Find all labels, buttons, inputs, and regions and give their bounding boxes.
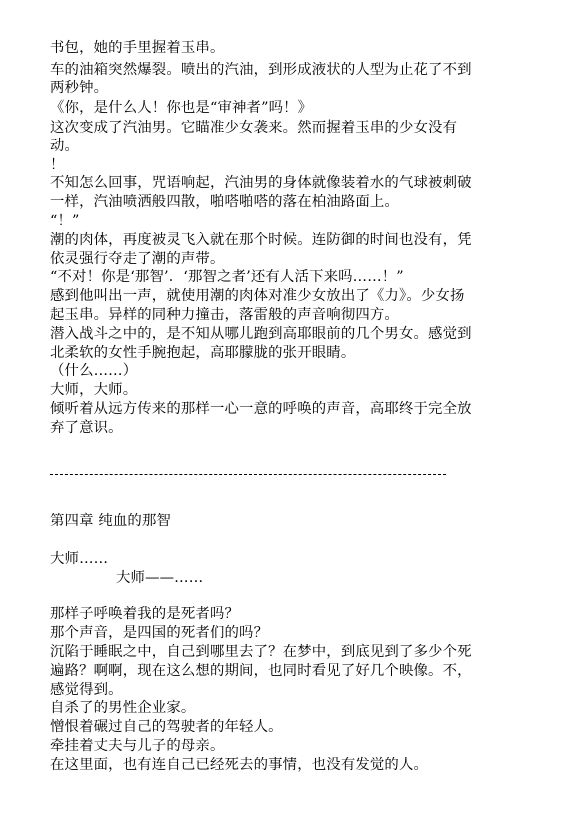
text-line: 潜入战斗之中的，是不知从哪儿跑到高耶眼前的几个男女。感觉到 (50, 326, 472, 342)
text-line: 书包，她的手里握着玉串。 (50, 40, 225, 56)
text-line: 感到他叫出一声，就使用潮的肉体对准少女放出了《力》。少女扬 (50, 288, 465, 304)
section-divider (50, 474, 446, 475)
text-line: 沉陷于睡眠之中，自己到哪里去了？在梦中，到底见到了多少个死 (50, 644, 472, 660)
text-line: 依灵强行夺走了潮的声带。 (50, 251, 225, 267)
text-line: 潮的肉体，再度被灵飞入就在那个时候。连防御的时间也没有，凭 (50, 232, 472, 248)
text-line: 那样子呼唤着我的是死者吗？ (50, 606, 240, 622)
text-line: 大师…… (50, 551, 109, 567)
text-line: 遍路？啊啊，现在这么想的期间，也同时看见了好几个映像。不， (50, 663, 472, 679)
text-line: 那个声音，是四国的死者们的吗？ (50, 625, 269, 641)
text-line: 大师，大师。 (50, 382, 138, 398)
text-line: 不知怎么回事，咒语响起，汽油男的身体就像装着水的气球被刺破 (50, 175, 472, 191)
text-line: ！ (50, 157, 65, 173)
text-line: 北柔软的女性手腕抱起，高耶朦胧的张开眼睛。 (50, 345, 356, 361)
text-line: （什么……） (50, 363, 138, 379)
text-line: 大师——…… (116, 570, 204, 586)
text-line: “！” (50, 213, 80, 229)
text-line: “不对！你是‘那智’．‘那智之者’还有人活下来吗……！” (50, 269, 404, 285)
chapter-title: 第四章 纯血的那智 (50, 513, 172, 529)
text-line: 两秒钟。 (50, 80, 109, 96)
text-line: 感觉得到。 (50, 682, 123, 698)
text-line: 在这里面，也有连自己已经死去的事情，也没有发觉的人。 (50, 757, 429, 773)
text-line: 起玉串。异样的同种力撞击，落雷般的声音响彻四方。 (50, 307, 399, 323)
text-line: 弃了意识。 (50, 420, 123, 436)
text-line: 憎恨着碾过自己的驾驶者的年轻人。 (50, 719, 283, 735)
text-line: 这次变成了汽油男。它瞄准少女袭来。然而握着玉串的少女没有 (50, 120, 458, 136)
text-line: 一样，汽油喷洒般四散，啪嗒啪嗒的落在柏油路面上。 (50, 194, 399, 210)
text-line: 自杀了的男性企业家。 (50, 700, 196, 716)
text-line: 《你，是什么人！你也是“审神者”吗！》 (50, 100, 313, 116)
text-line: 动。 (50, 138, 80, 154)
text-line: 牵挂着丈夫与儿子的母亲。 (50, 738, 225, 754)
text-line: 车的油箱突然爆裂。喷出的汽油，到形成液状的人型为止花了不到 (50, 62, 472, 78)
text-line: 倾听着从远方传来的那样一心一意的呼唤的声音，高耶终于完全放 (50, 401, 472, 417)
